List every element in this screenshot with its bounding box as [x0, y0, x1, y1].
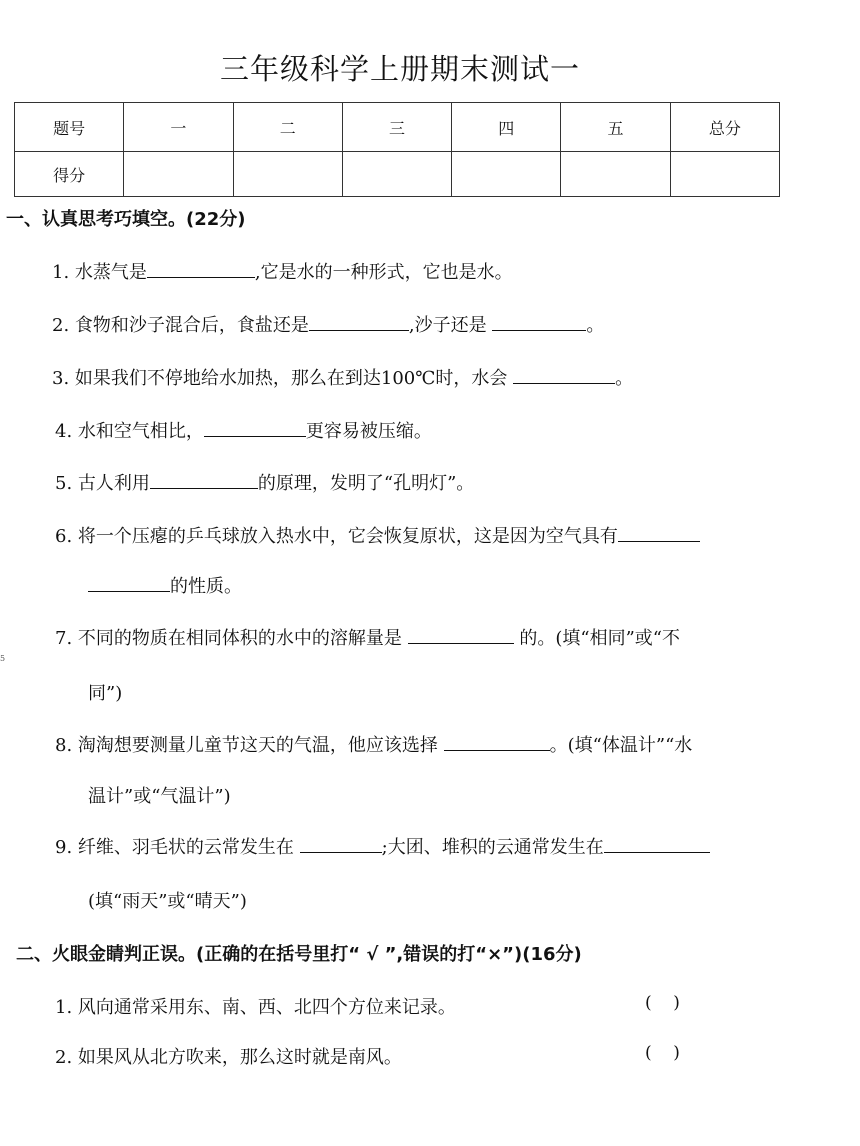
- answer-blank[interactable]: [204, 418, 306, 437]
- answer-blank[interactable]: [492, 312, 586, 331]
- score-cell-1[interactable]: [124, 152, 233, 197]
- page-title: 三年级科学上册期末测试一: [219, 52, 580, 86]
- question-1-2: 2. 食物和沙子混合后，食盐还是 ,沙子还是 。: [52, 311, 604, 337]
- score-table-col-4: 四: [452, 103, 561, 152]
- score-cell-total[interactable]: [670, 152, 779, 197]
- answer-blank[interactable]: [309, 312, 409, 331]
- answer-blank[interactable]: [408, 625, 514, 644]
- answer-blank[interactable]: [88, 573, 170, 592]
- section1-heading: 一、认真思考巧填空。(22分): [6, 209, 246, 230]
- question-1-5: 5. 古人利用 的原理，发明了“孔明灯”。: [55, 469, 474, 495]
- question-1-6: 6. 将一个压瘪的乒乓球放入热水中，它会恢复原状，这是因为空气具有: [55, 522, 700, 548]
- score-cell-4[interactable]: [452, 152, 561, 197]
- question-1-1: 1. 水蒸气是 ,它是水的一种形式，它也是水。: [52, 258, 513, 284]
- score-table-col-total: 总分: [670, 103, 779, 152]
- answer-blank[interactable]: [444, 732, 550, 751]
- question-1-8: 8. 淘淘想要测量儿童节这天的气温，他应该选择 。(填“体温计”“水: [55, 731, 692, 757]
- answer-blank[interactable]: [513, 365, 615, 384]
- score-table-label-defen: 得分: [15, 152, 124, 197]
- answer-blank[interactable]: [150, 470, 258, 489]
- score-table-col-3: 三: [342, 103, 451, 152]
- section2-heading: 二、火眼金睛判正误。(正确的在括号里打“ √ ”,错误的打“×”)(16分): [16, 944, 582, 965]
- question-1-9-cont: (填“雨天”或“晴天”): [88, 891, 247, 912]
- question-2-2: 2. 如果风从北方吹来，那么这时就是南风。: [55, 1047, 402, 1068]
- question-1-3: 3. 如果我们不停地给水加热，那么在到达100℃时，水会 。: [52, 364, 633, 390]
- score-table: [14, 102, 780, 197]
- score-cell-2[interactable]: [233, 152, 342, 197]
- question-1-7-cont: 同”): [88, 683, 123, 704]
- question-1-4: 4. 水和空气相比， 更容易被压缩。: [55, 417, 432, 443]
- score-table-col-1: 一: [124, 103, 233, 152]
- score-cell-3[interactable]: [342, 152, 451, 197]
- answer-blank[interactable]: [604, 834, 710, 853]
- score-table-col-2: 二: [233, 103, 342, 152]
- answer-parentheses[interactable]: ( ): [645, 1043, 680, 1063]
- question-1-8-cont: 温计”或“气温计”): [88, 786, 231, 807]
- margin-mark: 5: [0, 654, 6, 663]
- question-2-1: 1. 风向通常采用东、南、西、北四个方位来记录。: [55, 997, 456, 1018]
- score-table-header-row: [15, 103, 780, 152]
- score-table-col-5: 五: [561, 103, 670, 152]
- score-table-score-row: [15, 152, 780, 197]
- score-cell-5[interactable]: [561, 152, 670, 197]
- answer-blank[interactable]: [300, 834, 382, 853]
- answer-parentheses[interactable]: ( ): [645, 993, 680, 1013]
- answer-blank[interactable]: [618, 523, 700, 542]
- answer-blank[interactable]: [147, 259, 255, 278]
- score-table-label-tihao: 题号: [15, 103, 124, 152]
- question-1-7: 7. 不同的物质在相同体积的水中的溶解量是 的。(填“相同”或“不: [55, 624, 680, 650]
- question-1-9: 9. 纤维、羽毛状的云常发生在 ;大团、堆积的云通常发生在: [55, 833, 710, 859]
- question-1-6-cont: 的性质。: [88, 572, 242, 598]
